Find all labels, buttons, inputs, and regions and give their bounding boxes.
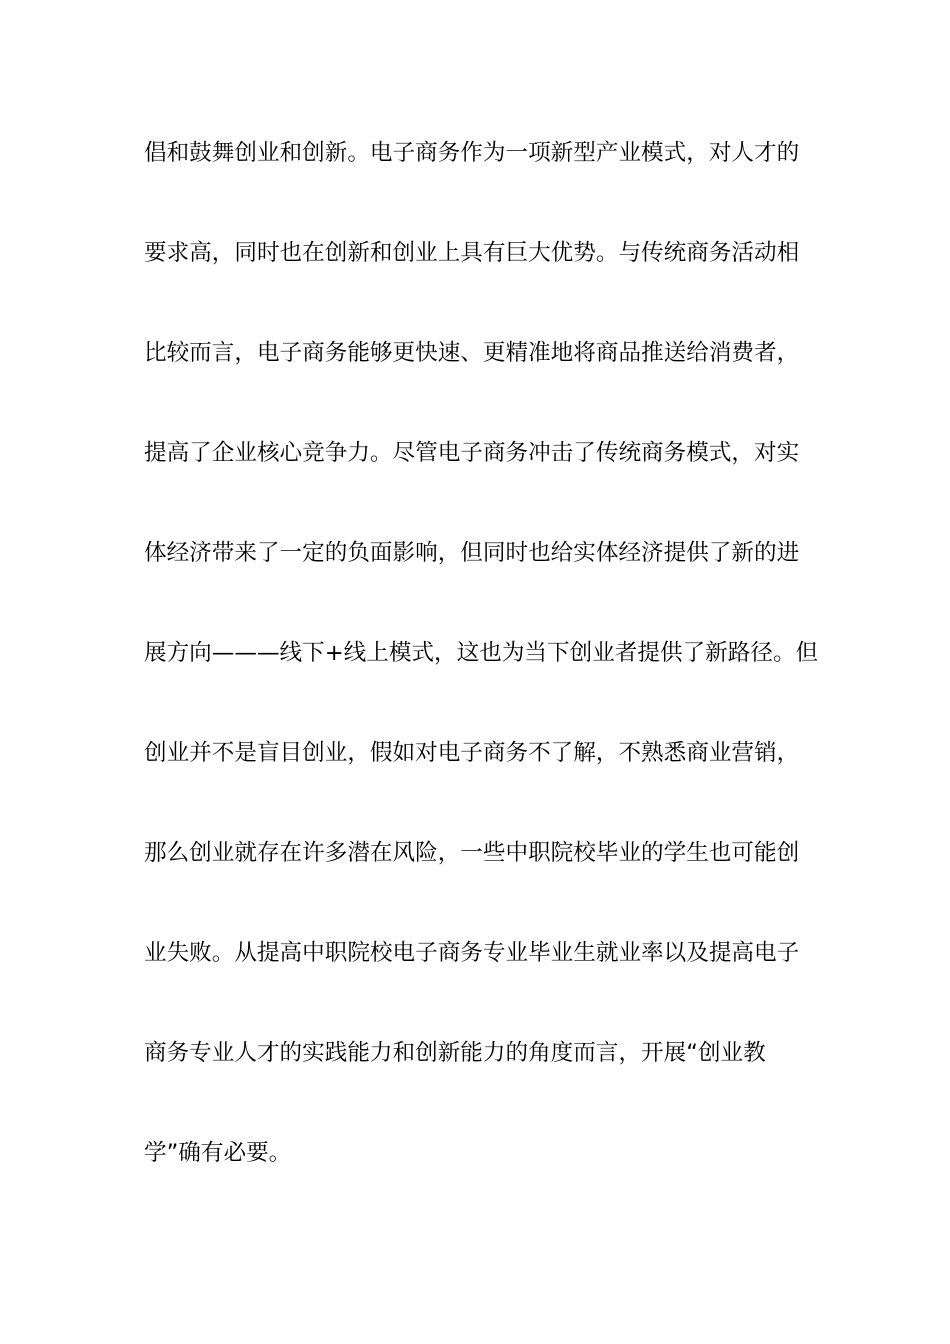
text-line-5: 体经济带来了一定的负面影响，但同时也给实体经济提供了新的进 (144, 540, 800, 566)
text-line-8: 那么创业就存在许多潜在风险，一些中职院校毕业的学生也可能创 (144, 840, 800, 866)
text-line-1: 倡和鼓舞创业和创新。电子商务作为一项新型产业模式，对人才的 (144, 140, 800, 166)
text-line-2: 要求高，同时也在创新和创业上具有巨大优势。与传统商务活动相 (144, 240, 800, 266)
body-paragraph (144, 130, 819, 1230)
text-line-9: 业失败。从提高中职院校电子商务专业毕业生就业率以及提高电子 (144, 940, 800, 966)
text-line-10: 商务专业人才的实践能力和创新能力的角度而言，开展“创业教 (144, 1040, 766, 1066)
text-line-6: 展方向———线下+线上模式，这也为当下创业者提供了新路径。但 (144, 640, 819, 666)
text-line-11: 学”确有必要。 (144, 1140, 292, 1166)
text-line-4: 提高了企业核心竞争力。尽管电子商务冲击了传统商务模式，对实 (144, 440, 800, 466)
text-line-3: 比较而言，电子商务能够更快速、更精准地将商品推送给消费者， (144, 340, 800, 366)
text-line-7: 创业并不是盲目创业，假如对电子商务不了解，不熟悉商业营销， (144, 740, 800, 766)
